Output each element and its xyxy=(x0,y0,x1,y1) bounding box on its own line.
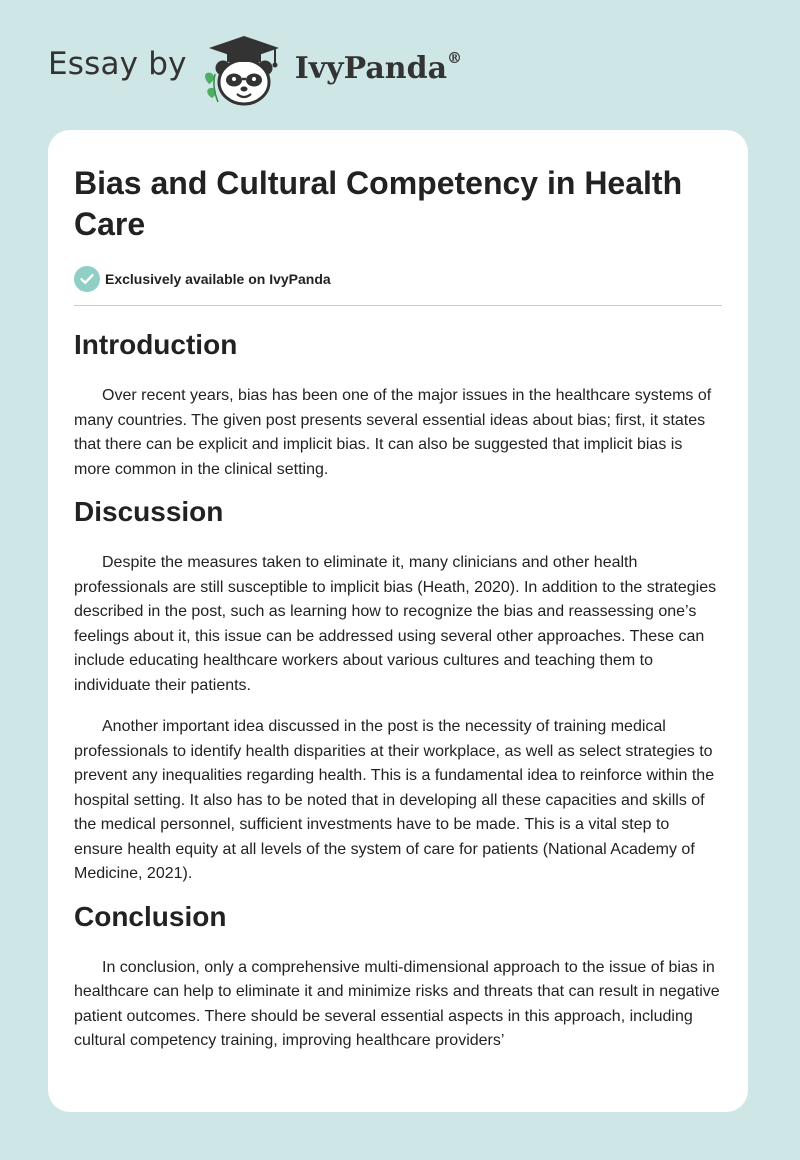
paragraph: Another important idea discussed in the post is the necessity of training medical professionals to identify health disparities at their workplace, as well as select strategies to prevent any inequalities regarding health. This is a fundamental idea to reinforce within the hospital setting. It also has to be noted that in developing all these capacities and skills of the medical personnel, sufficient investments have to be made. This is a vital step to ensure health equity at all levels of the system of care for patients (National Academy of Medicine, 2021). xyxy=(74,718,715,882)
exclusive-badge xyxy=(74,265,722,293)
divider xyxy=(74,305,722,306)
panda-logo-icon[interactable] xyxy=(199,30,289,110)
registered-mark: ® xyxy=(447,48,463,67)
essay-title: Bias and Cultural Competency in Health Care xyxy=(74,165,683,242)
badge-text: Exclusively available on IvyPanda xyxy=(105,271,331,287)
section-conclusion xyxy=(74,900,722,1054)
brand-name[interactable]: IvyPanda® xyxy=(294,48,463,86)
paragraph: Despite the measures taken to eliminate it, many clinicians and other health professionals are still susceptible to implicit bias (Heath, 2020). In addition to the strategies described in the post, such as learning how to recognize the bias and reassessing one’s feelings about it, this issue can be addressed using several other approaches. These can include educating healthcare workers about various cultures and teaching them to individuate their patients. xyxy=(74,554,717,694)
checkmark-icon xyxy=(74,266,100,292)
paragraph: In conclusion, only a comprehensive multi-dimensional approach to the issue of bias in healthcare can help to eliminate it and minimize risks and threats that can result in negative patient outcomes. There should be several essential aspects in this approach, including cultural competency training, improving healthcare providers’ xyxy=(74,958,720,1049)
section-introduction xyxy=(74,328,722,482)
section-heading: Discussion xyxy=(74,496,224,527)
paragraph: Over recent years, bias has been one of the major issues in the healthcare systems of many countries. The given post presents several essential ideas about bias; first, it states that there can be explicit and implicit bias. It can also be suggested that implicit bias is more common in the clinical setting. xyxy=(74,387,712,478)
section-heading: Conclusion xyxy=(74,900,227,932)
section-discussion xyxy=(74,495,722,887)
brand-header xyxy=(48,30,462,110)
brand-prefix: Essay by xyxy=(48,46,187,82)
essay-card xyxy=(48,130,748,1112)
section-heading: Introduction xyxy=(74,329,238,360)
